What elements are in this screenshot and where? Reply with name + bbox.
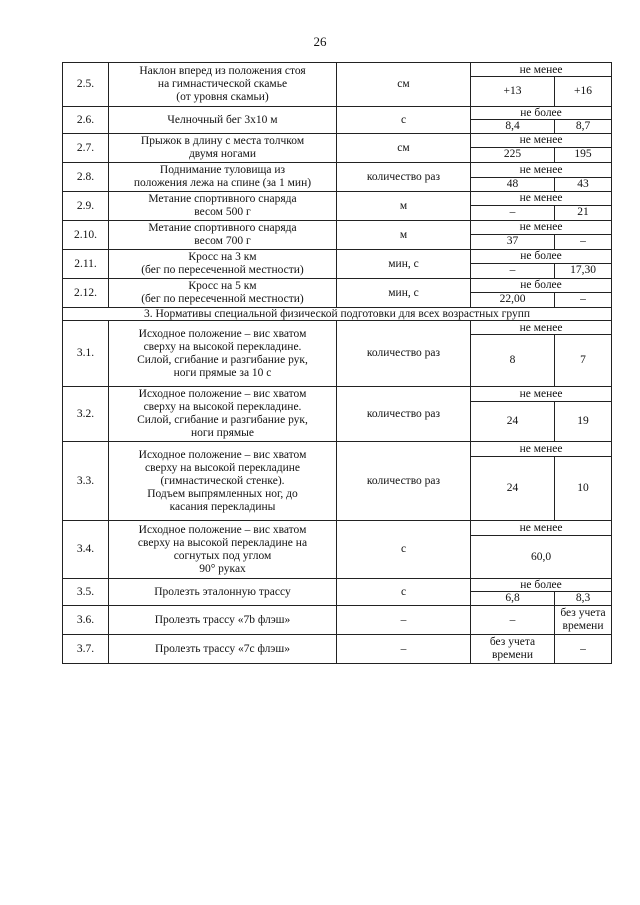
value-male: 24 [471, 457, 555, 521]
exercise-name: Кросс на 3 км (бег по пересеченной местности) [109, 250, 337, 279]
exercise-name: Исходное положение – вис хватом сверху на высокой перекладине (гимнастической стенке). Подъем выпрямленных ног, до касания перекладины [109, 442, 337, 521]
row-number: 3.2. [63, 387, 109, 442]
exercise-name: Пролезть трассу «7c флэш» [109, 635, 337, 664]
value-male: 48 [471, 177, 555, 192]
value-male: 8 [471, 335, 555, 387]
exercise-name: Пролезть эталонную трассу [109, 579, 337, 606]
section-title: 3. Нормативы специальной физической подготовки для всех возрастных групп [63, 308, 612, 321]
value-male: – [471, 205, 555, 220]
unit: см [337, 134, 471, 163]
condition: не более [471, 250, 612, 264]
condition: не более [471, 107, 612, 120]
row-number: 2.12. [63, 279, 109, 308]
value-male: 8,4 [471, 120, 555, 134]
row-number: 3.3. [63, 442, 109, 521]
exercise-name: Метание спортивного снаряда весом 700 г [109, 221, 337, 250]
unit: м [337, 192, 471, 221]
table-row [63, 321, 612, 335]
value-male: 6,8 [471, 592, 555, 606]
condition: не более [471, 279, 612, 293]
table-row [63, 279, 612, 293]
value-male: – [471, 606, 555, 635]
row-number: 3.7. [63, 635, 109, 664]
row-number: 3.6. [63, 606, 109, 635]
exercise-name: Кросс на 5 км (бег по пересеченной местности) [109, 279, 337, 308]
condition: не менее [471, 387, 612, 402]
row-number: 2.10. [63, 221, 109, 250]
table-row [63, 635, 612, 664]
value-female: без учета времени [555, 606, 612, 635]
value-male: +13 [471, 77, 555, 107]
table-row [63, 250, 612, 264]
exercise-name: Метание спортивного снаряда весом 500 г [109, 192, 337, 221]
table-row [63, 442, 612, 457]
value-female: 8,3 [555, 592, 612, 606]
table-row [63, 192, 612, 206]
value-male: 225 [471, 147, 555, 162]
row-number: 2.7. [63, 134, 109, 163]
condition: не менее [471, 63, 612, 77]
unit: мин, с [337, 250, 471, 279]
condition: не менее [471, 163, 612, 178]
standards-table [62, 62, 612, 664]
unit: с [337, 521, 471, 579]
row-number: 2.11. [63, 250, 109, 279]
row-number: 2.5. [63, 63, 109, 107]
exercise-name: Исходное положение – вис хватом сверху на высокой перекладине. Силой, сгибание и разгибание рук, ноги прямые за 10 с [109, 321, 337, 387]
condition: не более [471, 579, 612, 592]
value-merged: 60,0 [471, 536, 612, 579]
row-number: 2.6. [63, 107, 109, 134]
exercise-name: Исходное положение – вис хватом сверху на высокой перекладине. Силой, сгибание и разгибание рук, ноги прямые [109, 387, 337, 442]
value-male: – [471, 263, 555, 278]
value-female: 195 [555, 147, 612, 162]
page-number: 26 [313, 34, 327, 49]
unit: с [337, 107, 471, 134]
value-female: – [555, 234, 612, 249]
unit: с [337, 579, 471, 606]
value-male: 24 [471, 402, 555, 442]
row-number: 3.1. [63, 321, 109, 387]
table-row [63, 521, 612, 536]
table-row [63, 107, 612, 120]
row-number: 2.8. [63, 163, 109, 192]
condition: не менее [471, 192, 612, 206]
value-male: 22,00 [471, 292, 555, 307]
value-female: 19 [555, 402, 612, 442]
value-female: 17,30 [555, 263, 612, 278]
section-header-row [63, 308, 612, 321]
unit: количество раз [337, 387, 471, 442]
value-male: 37 [471, 234, 555, 249]
value-female: +16 [555, 77, 612, 107]
unit: м [337, 221, 471, 250]
value-female: 7 [555, 335, 612, 387]
value-male: без учета времени [471, 635, 555, 664]
table-row [63, 387, 612, 402]
condition: не менее [471, 321, 612, 335]
table-row [63, 163, 612, 178]
unit: количество раз [337, 163, 471, 192]
condition: не менее [471, 221, 612, 235]
condition: не менее [471, 442, 612, 457]
value-female: 43 [555, 177, 612, 192]
value-female: – [555, 635, 612, 664]
unit: – [337, 635, 471, 664]
exercise-name: Прыжок в длину с места толчком двумя ногами [109, 134, 337, 163]
exercise-name: Поднимание туловища из положения лежа на спине (за 1 мин) [109, 163, 337, 192]
exercise-name: Исходное положение – вис хватом сверху на высокой перекладине на согнутых под углом 90° руках [109, 521, 337, 579]
row-number: 2.9. [63, 192, 109, 221]
table-row [63, 63, 612, 77]
row-number: 3.5. [63, 579, 109, 606]
table-row [63, 606, 612, 635]
exercise-name: Наклон вперед из положения стоя на гимнастической скамье (от уровня скамьи) [109, 63, 337, 107]
unit: см [337, 63, 471, 107]
value-female: 10 [555, 457, 612, 521]
condition: не менее [471, 521, 612, 536]
value-female: 21 [555, 205, 612, 220]
table-row [63, 221, 612, 235]
exercise-name: Челночный бег 3х10 м [109, 107, 337, 134]
unit: количество раз [337, 442, 471, 521]
unit: – [337, 606, 471, 635]
row-number: 3.4. [63, 521, 109, 579]
value-female: 8,7 [555, 120, 612, 134]
table-row [63, 134, 612, 148]
condition: не менее [471, 134, 612, 148]
table-row [63, 579, 612, 592]
unit: количество раз [337, 321, 471, 387]
value-female: – [555, 292, 612, 307]
exercise-name: Пролезть трассу «7b флэш» [109, 606, 337, 635]
unit: мин, с [337, 279, 471, 308]
